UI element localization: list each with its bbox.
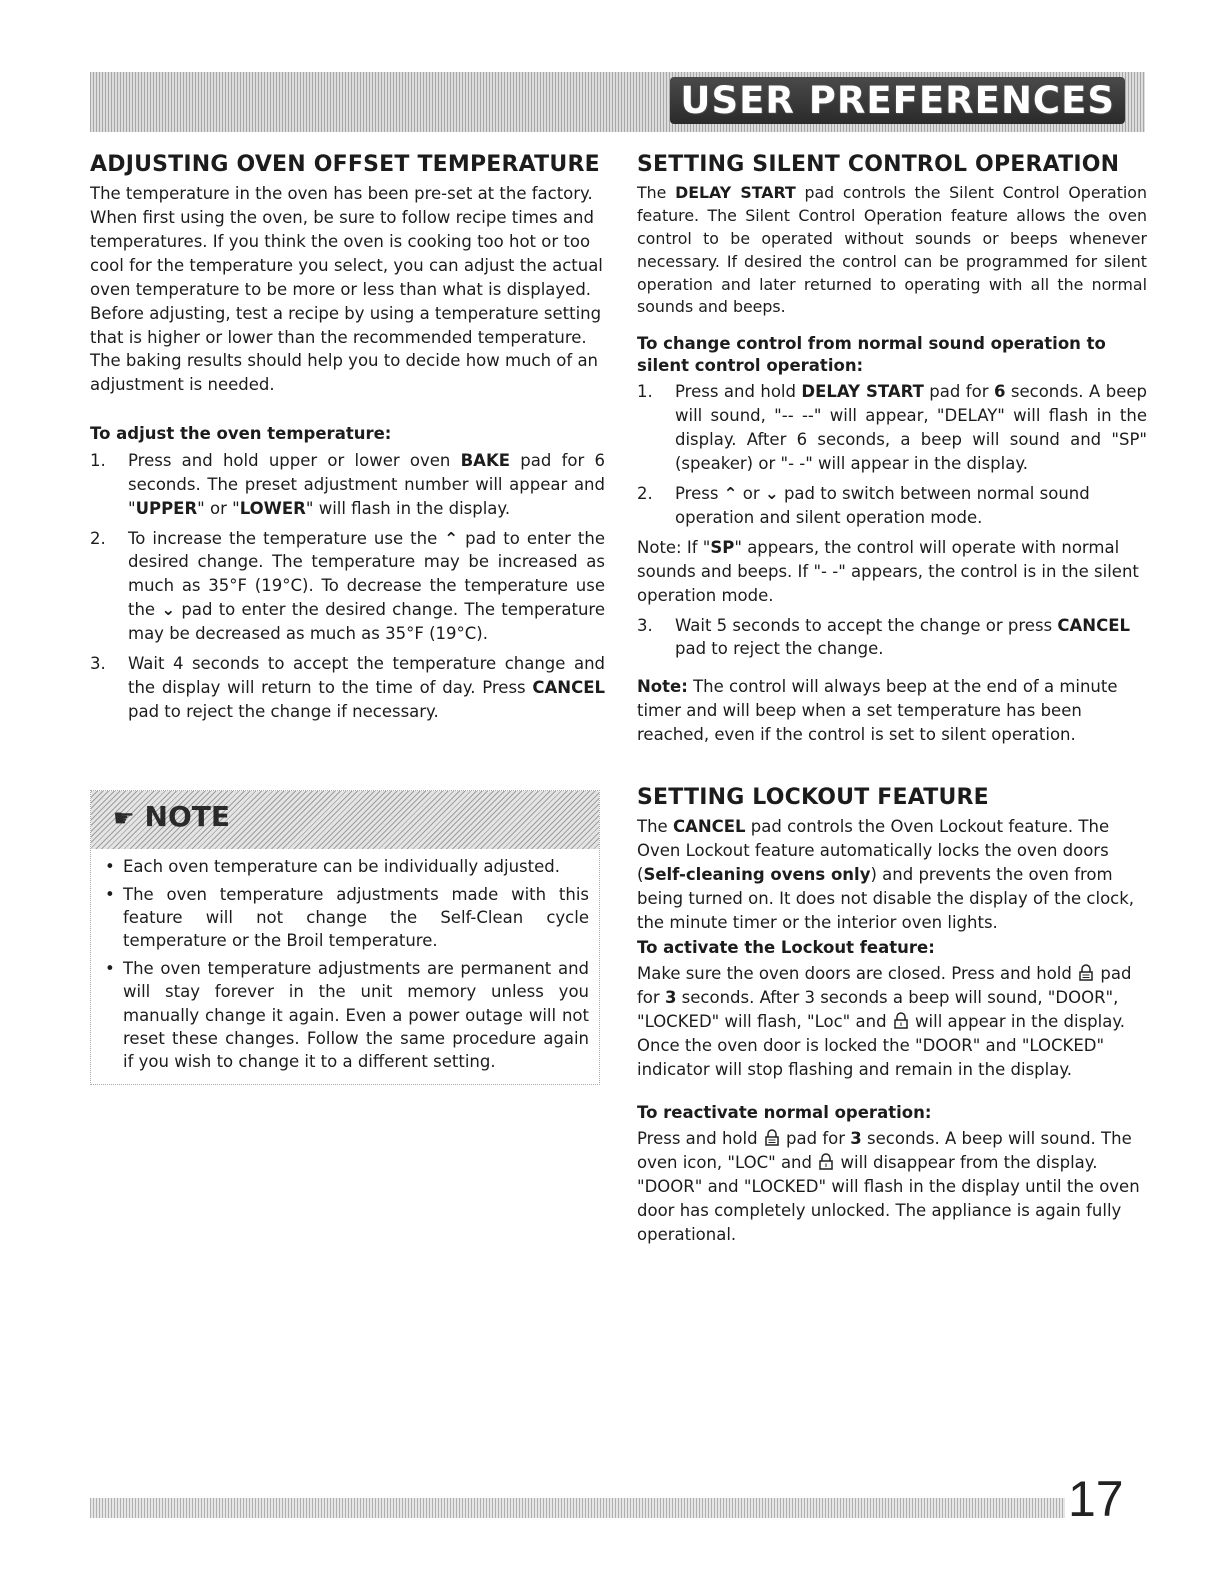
note-title: NOTE [144,800,230,833]
list-item: • Each oven temperature can be individually adjusted. [105,855,589,878]
lockout-reactivate-heading: To reactivate normal operation: [637,1102,932,1122]
lockout-activate-heading: To activate the Lockout feature: [637,937,935,957]
lock-icon [894,1012,908,1029]
page-title: USER PREFERENCES [670,77,1125,124]
page-number: 17 [1068,1471,1124,1527]
list-item: 2. To increase the temperature use the ⌃ pad to enter the desired change. The temperature may be increased as much as 35°F (19°C). To decrease the temperature use the ⌄ pad to enter the desired change. The temperature may be decreased as much as 35°F (19°C). [90,528,606,644]
list-item: 3. Wait 5 seconds to accept the change or press CANCEL pad to reject the change. [637,615,1130,659]
lockout-heading: SETTING LOCKOUT FEATURE [637,785,989,811]
offset-intro: The temperature in the oven has been pre-set at the factory. When first using the oven, be sure to follow recipe times and temperatures. If you think the oven is cooking too hot or too cool for the temperature you select, you can adjust the actual oven temperature to be more or less than what is displayed. Before adjusting, test a recipe by using a temperature setting that is higher or lower than the recommended temperature. The baking results should help you to decide how much of an adjustment is needed. [90,184,603,395]
footer-bar [90,1498,1065,1518]
offset-subheading: To adjust the oven temperature: [90,424,392,444]
left-column [90,152,605,730]
up-arrow-icon: ⌃ [444,528,459,548]
list-item: • The oven temperature adjustments are permanent and will stay forever in the unit memory unless you manually change it again. Even a power outage will not reset these changes. Follow the same procedure again if you wish to change it to a different setting. [105,957,589,1072]
lock-icon [819,1153,833,1170]
header-banner [90,72,1145,132]
lockout-reactivate-text: Press and hold pad for 3 seconds. A beep will sound. The oven icon, "LOC" and will disappear from the display. "DOOR" and "LOCKED" will flash in the display until the oven door has completely unlocked. The appliance is again fully operational. [637,1129,1140,1244]
lock-icon [1079,964,1093,981]
silent-subheading: To change control from normal sound operation to silent control operation: [637,334,1106,375]
up-arrow-icon: ⌃ [723,483,738,503]
list-item: • The oven temperature adjustments made with this feature will not change the Self-Clean cycle temperature or the Broil temperature. [105,883,589,952]
offset-heading: ADJUSTING OVEN OFFSET TEMPERATURE [90,152,600,177]
pointing-hand-icon: ☛ [113,804,135,832]
offset-steps [90,449,605,724]
silent-steps [637,380,1147,530]
lockout-activate-text: Make sure the oven doors are closed. Press and hold pad for 3 seconds. After 3 seconds a beep will sound, "DOOR", "LOCKED" will flash, "Loc" and will appear in the display. Once the oven door is locked the "DOOR" and "LOCKED" indicator will stop flashing and remain in the display. [637,964,1132,1079]
silent-intro: The DELAY START pad controls the Silent Control Operation feature. The Silent Control Operation feature allows the oven control to be operated without sounds or beeps whenever necessary. If desired the control can be programmed for silent operation and later returned to operating with all the normal sounds and beeps. [637,183,1147,317]
list-item: 1. Press and hold DELAY START pad for 6 seconds. A beep will sound, "-- --" will appear, "DELAY" will flash in the display. After 6 seconds, a beep will sound and "SP" (speaker) or "- -" will appear in the display. [637,382,1147,473]
silent-heading: SETTING SILENT CONTROL OPERATION [637,152,1120,177]
lock-icon [765,1129,779,1146]
silent-note: Note: If "SP" appears, the control will operate with normal sounds and beeps. If "- -" appears, the control is in the silent operation mode. [637,537,1139,605]
list-item: 2. Press ⌃ or ⌄ pad to switch between normal sound operation and silent operation mode. [637,483,1090,527]
note-box [90,790,600,1085]
down-arrow-icon: ⌄ [161,600,176,620]
lockout-intro: The CANCEL pad controls the Oven Lockout feature. The Oven Lockout feature automatically locks the oven doors (Self-cleaning ovens only) and prevents the oven from being turned on. It does not disable the display of the clock, the minute timer or the interior oven lights. [637,817,1135,932]
list-item: 3. Wait 4 seconds to accept the temperature change and the display will return to the time of day. Press CANCEL pad to reject the change if necessary. [90,654,605,721]
silent-note-2: Note: The control will always beep at the end of a minute timer and will beep when a set temperature has been reached, even if the control is set to silent operation. [637,677,1118,745]
right-column [637,152,1147,1247]
list-item: 1. Press and hold upper or lower oven BAKE pad for 6 seconds. The preset adjustment number will appear and "UPPER" or "LOWER" will flash in the display. [90,450,605,518]
down-arrow-icon: ⌄ [764,483,779,503]
note-list [91,849,599,1073]
note-header [91,791,599,849]
